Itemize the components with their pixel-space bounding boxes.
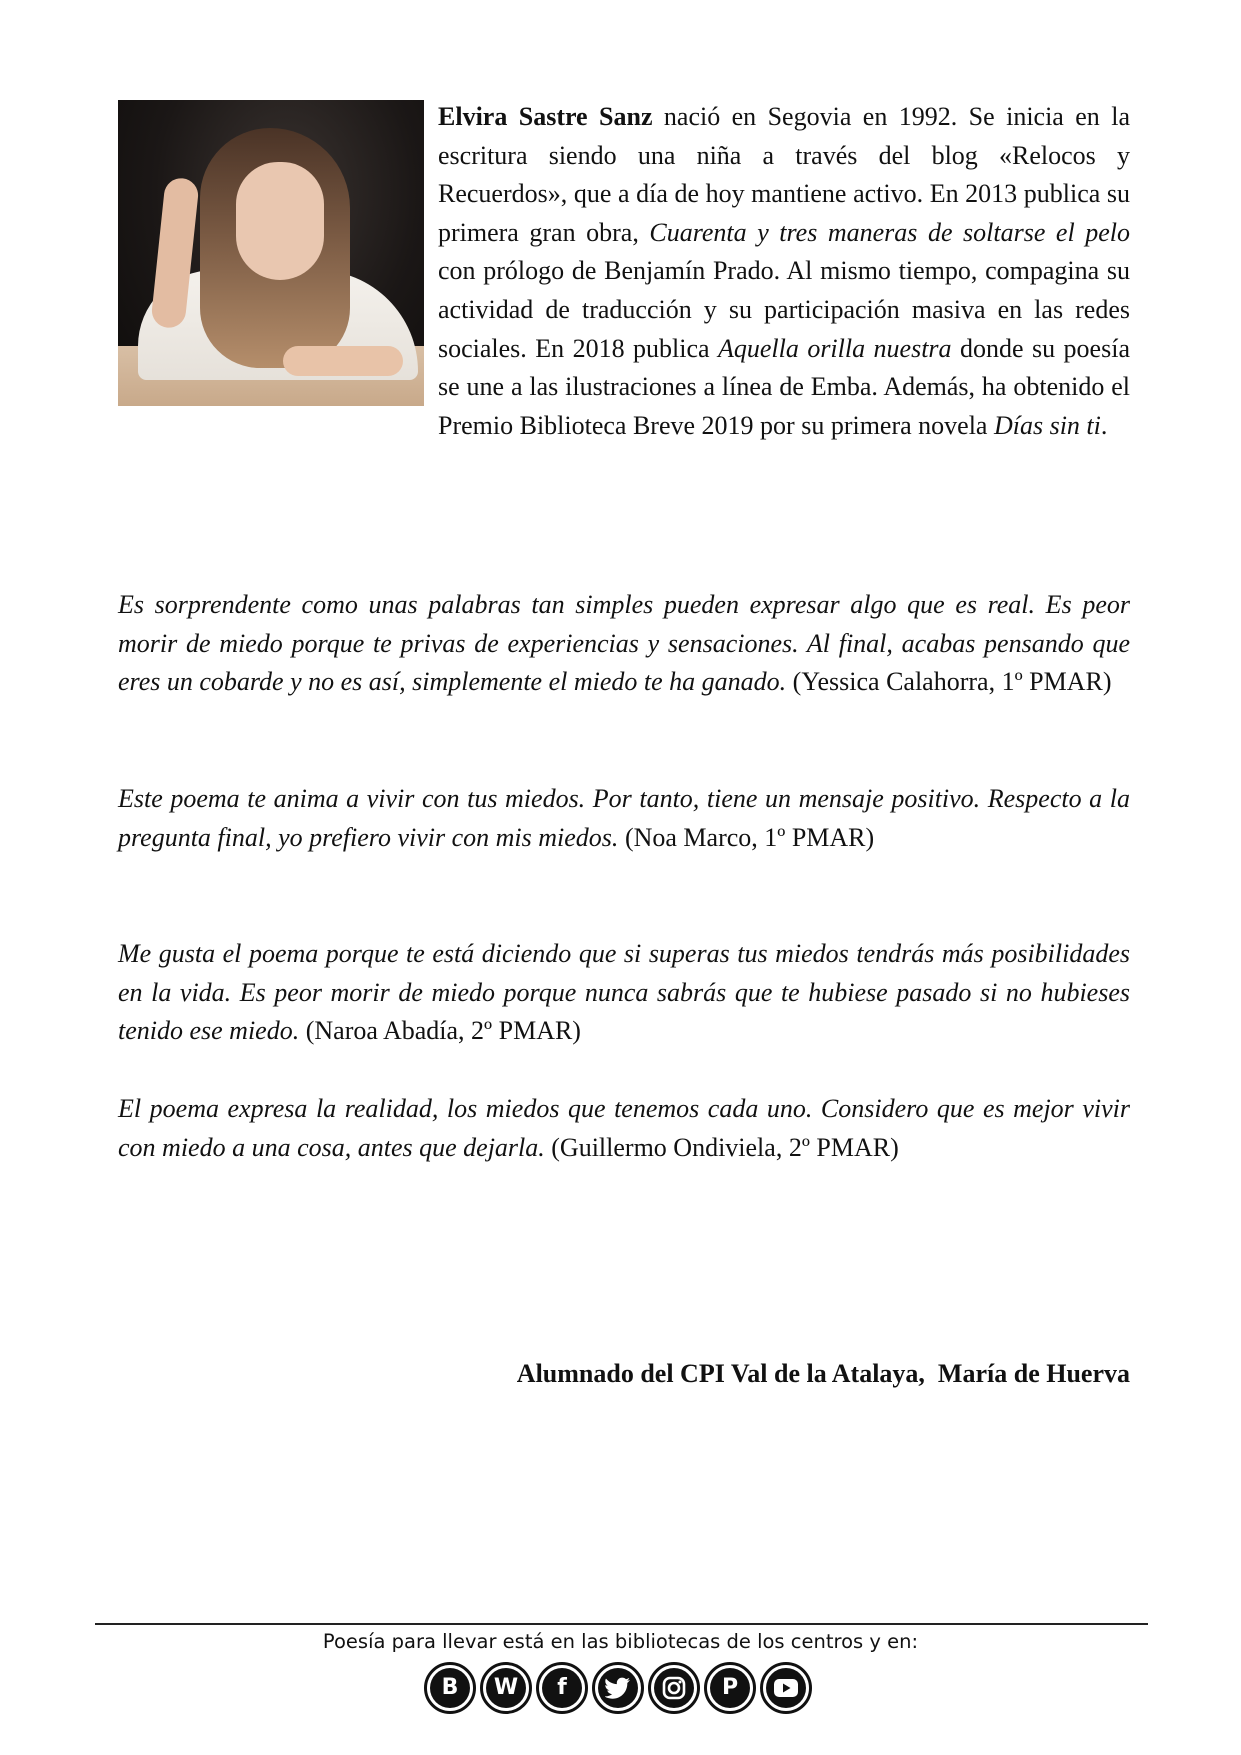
student-comment [118, 586, 1130, 702]
facebook-icon[interactable]: f [536, 1662, 588, 1714]
comment-author: (Guillermo Ondiviela, 2º PMAR) [544, 1132, 899, 1162]
twitter-icon[interactable] [592, 1662, 644, 1714]
author-name: Elvira Sastre Sanz [438, 102, 653, 131]
author-bio [118, 98, 1130, 445]
book-title: Cuarenta y tres maneras de soltarse el pelo [649, 217, 1131, 247]
bio-text: donde su poesía se une a las ilustraciones a línea de Emba. Además, ha obtenido el Premio Biblioteca Breve 2019 por su primera novela [438, 333, 1130, 440]
novel-title: Días sin ti [993, 410, 1101, 440]
social-links [424, 1662, 812, 1718]
comment-quote: Este poema te anima a vivir con tus miedos. Por tanto, tiene un mensaje positivo. Respecto a la pregunta final, yo prefiero vivir con mis miedos. [118, 784, 1130, 852]
bio-text: con prólogo de Benjamín Prado. Al mismo tiempo, compagina su actividad de traducción y su participación masiva en las redes sociales. En 2018 publica [438, 256, 1130, 363]
signature: Alumnado del CPI Val de la Atalaya, María de Huerva [516, 1359, 1130, 1388]
comment-author: (Noa Marco, 1º PMAR) [618, 822, 875, 852]
comment-quote: El poema expresa la realidad, los miedos que tenemos cada uno. Considero que es mejor vivir con miedo a una cosa, antes que dejarla. [118, 1094, 1130, 1162]
book-title: Aquella orilla nuestra [718, 333, 952, 363]
bio-text: . [1100, 410, 1108, 440]
comment-author: (Yessica Calahorra, 1º PMAR) [786, 667, 1112, 697]
youtube-icon[interactable] [760, 1662, 812, 1714]
student-comment [118, 1090, 1130, 1167]
bio-text: nació en Segovia en 1992. Se inicia en la escritura siendo una niña a través del blog «Relocos y Recuerdos», que a día de hoy mantiene activo. En 2013 publica su primera gran obra, [438, 102, 1130, 247]
instagram-icon[interactable] [648, 1662, 700, 1714]
blogger-icon[interactable]: B [424, 1662, 476, 1714]
student-comment [118, 935, 1130, 1051]
wordpress-icon[interactable]: W [480, 1662, 532, 1714]
footer-divider [95, 1623, 1148, 1625]
footer-text: Poesía para llevar está en las bibliotecas de los centros y en: [322, 1630, 919, 1653]
author-photo [118, 100, 424, 406]
comment-author: (Naroa Abadía, 2º PMAR) [299, 1016, 581, 1046]
pinterest-icon[interactable]: P [704, 1662, 756, 1714]
comment-quote: Es sorprendente como unas palabras tan simples pueden expresar algo que es real. Es peor morir de miedo porque te privas de experiencias y sensaciones. Al final, acabas pensando que eres un cobarde y no es así, simplemente el miedo te ha ganado. [118, 590, 1130, 697]
comment-quote: Me gusta el poema porque te está diciendo que si superas tus miedos tendrás más posibilidades en la vida. Es peor morir de miedo porque nunca sabrás que te hubiese pasado si no hubieses tenido ese miedo. [118, 939, 1130, 1046]
student-comment [118, 780, 1130, 857]
